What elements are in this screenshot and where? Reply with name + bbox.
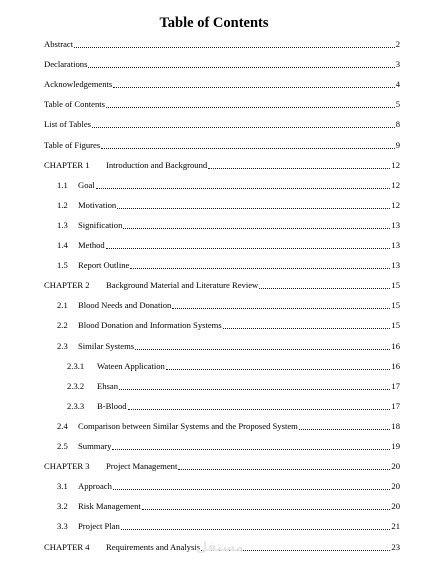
toc-entry-title: Risk Management — [78, 501, 141, 512]
toc-entry[interactable] — [44, 118, 400, 130]
toc-entry-title: Declarations — [44, 59, 88, 70]
toc-entry[interactable] — [67, 400, 400, 412]
toc-entry-number: 2.2 — [57, 320, 68, 331]
toc-entry-number: 3.1 — [57, 481, 68, 492]
toc-entry-page-number: 19 — [391, 441, 400, 451]
page-title: Table of Contents — [159, 15, 269, 31]
toc-entry-number: 3.3 — [57, 521, 68, 532]
toc-entry-number: 1.4 — [57, 240, 68, 250]
toc-entry-page-number: 5 — [395, 99, 400, 110]
toc-entry[interactable] — [57, 199, 400, 211]
toc-entry-number: 2.3.1 — [67, 360, 85, 371]
toc-entry[interactable] — [67, 380, 400, 392]
toc-entry[interactable] — [57, 299, 400, 311]
toc-entry-page-number: 15 — [391, 280, 400, 291]
toc-entry[interactable] — [57, 420, 400, 432]
dot-leader — [172, 308, 390, 309]
dot-leader — [113, 87, 394, 88]
toc-entry-page-number: 23 — [391, 541, 400, 552]
dot-leader — [88, 67, 394, 68]
toc-entry-page-number: 16 — [391, 360, 400, 371]
dot-leader — [113, 489, 391, 490]
toc-entry[interactable] — [57, 219, 400, 231]
toc-entry-title: Approach — [78, 481, 112, 492]
toc-entry-page-number: 17 — [391, 400, 400, 411]
dot-leader — [92, 127, 395, 128]
watermark: مستقل — [196, 540, 244, 555]
dot-leader — [166, 369, 391, 370]
toc-entry-title: Blood Donation and Information Systems — [78, 320, 222, 331]
dot-leader — [106, 107, 395, 108]
toc-entry-page-number: 16 — [391, 340, 400, 351]
toc-entry-page-number: 4 — [395, 79, 400, 90]
dot-leader — [119, 389, 390, 390]
toc-entry-number: 2.1 — [57, 300, 68, 311]
toc-entry-number: 3.2 — [57, 501, 68, 512]
dot-leader — [299, 429, 391, 430]
toc-entry-page-number: 15 — [391, 320, 400, 331]
toc-entry-title: Table of Figures — [44, 139, 101, 150]
dot-leader — [96, 188, 391, 189]
dot-leader — [259, 288, 390, 289]
toc-entry[interactable] — [57, 500, 400, 512]
dot-leader — [128, 409, 391, 410]
toc-entry[interactable] — [44, 460, 400, 472]
toc-entry-page-number: 9 — [395, 139, 400, 150]
dot-leader — [130, 268, 390, 269]
toc-entry-title: B-Blood — [97, 400, 127, 411]
toc-entry-title: Introduction and Background — [106, 159, 208, 170]
toc-entry[interactable] — [44, 139, 400, 151]
toc-entry-title: Table of Contents — [44, 99, 105, 110]
toc-entry-page-number: 3 — [395, 59, 400, 70]
toc-entry-title: Goal — [78, 179, 95, 190]
toc-entry[interactable] — [57, 480, 400, 492]
toc-entry-page-number: 8 — [395, 119, 400, 130]
toc-entry[interactable] — [57, 239, 400, 251]
toc-entry-title: Similar Systems — [78, 340, 135, 351]
toc-entry-number: CHAPTER 4 — [44, 541, 90, 552]
toc-entry-number: 2.3 — [57, 340, 68, 351]
toc-entry-page-number: 12 — [391, 179, 400, 190]
toc-entry-number: CHAPTER 2 — [44, 280, 90, 291]
toc-entry[interactable] — [67, 360, 400, 372]
toc-entry-title: Report Outline — [78, 260, 130, 271]
toc-entry-title: Signification — [78, 219, 123, 230]
dot-leader — [135, 349, 390, 350]
dot-leader — [123, 228, 390, 229]
dot-leader — [223, 328, 391, 329]
toc-entry[interactable] — [44, 159, 400, 171]
toc-entry-title: Blood Needs and Donation — [78, 300, 172, 311]
toc-entry-title: Summary — [78, 441, 112, 451]
toc-entry-page-number: 20 — [391, 501, 400, 512]
toc-entry-title: Method — [78, 240, 105, 250]
dot-leader — [121, 529, 391, 530]
toc-entry[interactable] — [57, 259, 400, 271]
toc-entry[interactable] — [57, 319, 400, 331]
toc-entry-page-number: 12 — [391, 159, 400, 170]
toc-entry-page-number: 17 — [391, 380, 400, 391]
toc-entry-title: Ehsan — [97, 380, 119, 391]
toc-entry-page-number: 12 — [391, 199, 400, 210]
dot-leader — [74, 47, 395, 48]
toc-entry-number: CHAPTER 3 — [44, 461, 90, 472]
toc-entry-number: 2.5 — [57, 441, 68, 451]
dot-leader — [101, 148, 395, 149]
dot-leader — [178, 469, 390, 470]
toc-entry-title: Wateen Application — [97, 360, 165, 371]
toc-entry-page-number: 20 — [391, 481, 400, 492]
toc-entry-number: CHAPTER 1 — [44, 159, 90, 170]
toc-entry-title: Project Management — [106, 461, 178, 472]
toc-entry-page-number: 13 — [391, 240, 400, 250]
toc-entry-page-number: 18 — [391, 420, 400, 431]
toc-entry-title: Requirements and Analysis — [106, 541, 201, 552]
toc-entry-page-number: 15 — [391, 300, 400, 311]
toc-entry-title: List of Tables — [44, 119, 91, 130]
toc-entry-number: 1.1 — [57, 179, 68, 190]
toc-entry-number: 1.3 — [57, 219, 68, 230]
dot-leader — [117, 208, 390, 209]
toc-entry[interactable] — [57, 179, 400, 191]
toc-entry-page-number: 21 — [391, 521, 400, 532]
toc-entry-number: 1.5 — [57, 260, 68, 271]
toc-entry[interactable] — [57, 440, 400, 452]
toc-entry-title: Abstract — [44, 39, 74, 49]
toc-entry[interactable] — [57, 340, 400, 352]
toc-entry[interactable] — [44, 98, 400, 110]
toc-entry-title: Motivation — [78, 199, 117, 210]
toc-entry[interactable] — [44, 279, 400, 291]
toc-entry-title: Background Material and Literature Review — [106, 280, 259, 291]
toc-entry-page-number: 2 — [395, 39, 400, 49]
toc-entry-title: Project Plan — [78, 521, 120, 532]
toc-entry-title: Acknowledgements — [44, 79, 113, 90]
toc-entry[interactable] — [44, 38, 400, 50]
toc-entry-number: 1.2 — [57, 199, 68, 210]
toc-entry-page-number: 13 — [391, 219, 400, 230]
toc-entry[interactable] — [44, 58, 400, 70]
dot-leader — [106, 248, 391, 249]
toc-entry-number: 2.3.2 — [67, 380, 85, 391]
toc-entry[interactable] — [57, 520, 400, 532]
toc-entry-page-number: 20 — [391, 461, 400, 472]
dot-leader — [208, 168, 390, 169]
dot-leader — [112, 449, 390, 450]
toc-entry-number: 2.3.3 — [67, 400, 85, 411]
toc-entry-number: 2.4 — [57, 420, 68, 431]
toc-entry[interactable] — [44, 78, 400, 90]
toc-entry-page-number: 13 — [391, 260, 400, 271]
dot-leader — [142, 509, 391, 510]
toc-entry-title: Comparison between Similar Systems and the Proposed System — [78, 420, 298, 431]
